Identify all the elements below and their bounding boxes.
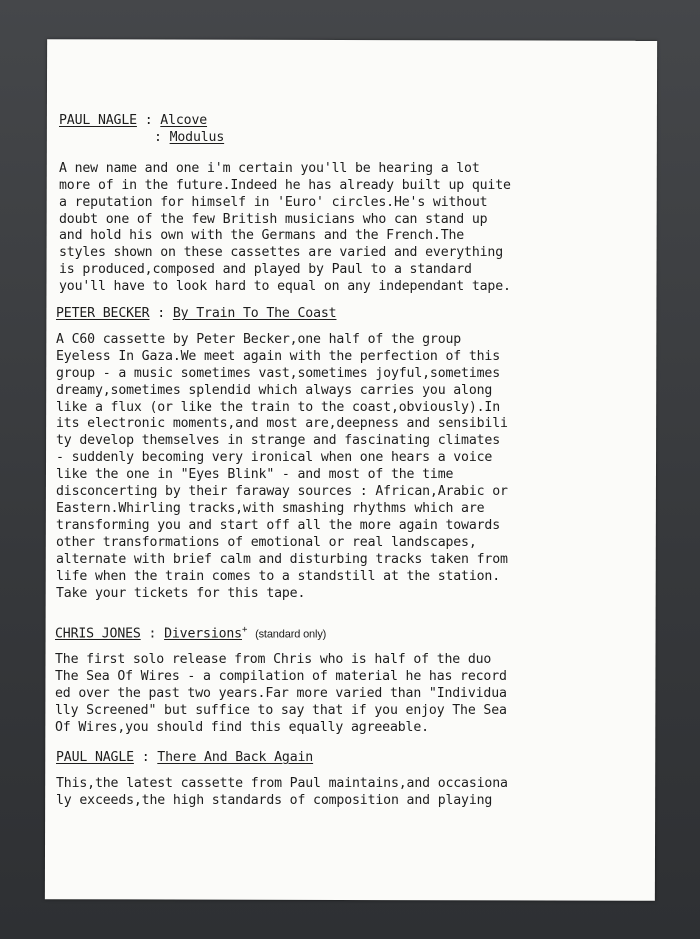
separator: :	[144, 113, 153, 128]
text-line: doubt one of the few British musicians who can stand up	[59, 211, 488, 227]
review-section	[55, 622, 575, 737]
release-title: There And Back Again	[157, 750, 314, 765]
text-line: ty develop themselves in strange and fascinating climates	[56, 433, 501, 449]
text-line: ed over the past two years.Far more varied than "Individua	[55, 686, 507, 702]
text-line: This,the latest cassette from Paul maintains,and occasiona	[56, 775, 508, 791]
text-line: more of in the future.Indeed he has already built up quite	[59, 177, 511, 193]
text-line: - suddenly becoming very ironical when one hears a voice	[56, 450, 493, 466]
separator: :	[148, 626, 157, 642]
text-line: A new name and one i'm certain you'll be hearing a lot	[59, 160, 480, 176]
review-heading	[56, 750, 576, 767]
text-line: and hold his own with the Germans and the French.The	[59, 228, 465, 244]
text-line: dreamy,sometimes splendid which always carries you along	[56, 382, 493, 398]
review-heading	[55, 622, 575, 643]
text-line: Eastern.Whirling tracks,with smashing rhythms which are	[56, 500, 485, 516]
text-line: its electronic moments,and most are,deepness and sensibili	[56, 416, 508, 432]
separator: :	[154, 129, 162, 145]
text-line: disconcerting by their faraway sources : African,Arabic or	[56, 484, 508, 500]
review-section	[59, 113, 579, 296]
review-paragraph	[55, 652, 575, 737]
text-line: transforming you and start off all the more again towards	[56, 517, 501, 533]
text-line: group - a music sometimes vast,sometimes joyful,sometimes	[56, 365, 501, 381]
text-line: Take your tickets for this tape.	[56, 585, 306, 601]
text-line: Of Wires,you should find this equally agreeable.	[55, 719, 429, 735]
text-line: a reputation for himself in 'Euro' circles.He's without	[59, 194, 488, 210]
text-line: alternate with brief calm and disturbing tracks taken from	[56, 551, 508, 567]
text-line: A C60 cassette by Peter Becker,one half of the group	[56, 331, 462, 347]
format-note: (standard only)	[255, 628, 327, 641]
release-title: Diversions	[164, 626, 242, 642]
text-line: like the one in "Eyes Blink" - and most of the time	[56, 467, 454, 483]
review-section	[56, 750, 576, 810]
text-line: you'll have to look hard to equal on any independant tape.	[59, 279, 511, 295]
text-line: like a flux (or like the train to the coast,obviously).In	[56, 399, 501, 415]
text-line: styles shown on these cassettes are varied and everything	[59, 245, 504, 261]
review-heading	[59, 113, 579, 130]
release-title: By Train To The Coast	[172, 306, 337, 321]
review-heading	[56, 306, 576, 323]
text-line: The Sea Of Wires - a compilation of material he has record	[55, 669, 507, 685]
text-line: life when the train comes to a standstill at the station.	[56, 568, 501, 584]
title-mark: +	[241, 625, 248, 635]
text-line: Eyeless In Gaza.We meet again with the perfection of this	[56, 348, 501, 364]
artist-name: CHRIS JONES	[55, 626, 141, 642]
artist-name: PAUL NAGLE	[56, 750, 134, 765]
review-paragraph	[59, 161, 579, 296]
text-line: other transformations of emotional or real landscapes,	[56, 534, 477, 550]
text-line: The first solo release from Chris who is half of the duo	[55, 652, 492, 668]
review-paragraph	[56, 776, 576, 810]
review-heading-second	[59, 130, 579, 147]
text-line: lly Screened" but suffice to say that if you enjoy The Sea	[55, 703, 507, 719]
separator: :	[141, 750, 150, 765]
review-section	[56, 306, 576, 602]
review-paragraph	[56, 332, 576, 603]
text-line: ly exceeds,the high standards of composition and playing	[56, 792, 493, 808]
artist-name: PAUL NAGLE	[59, 113, 137, 128]
artist-name: PETER BECKER	[56, 306, 150, 321]
separator: :	[157, 306, 166, 321]
release-title: Modulus	[169, 129, 225, 145]
text-line: is produced,composed and played by Paul to a standard	[59, 262, 472, 278]
release-title: Alcove	[160, 113, 208, 128]
